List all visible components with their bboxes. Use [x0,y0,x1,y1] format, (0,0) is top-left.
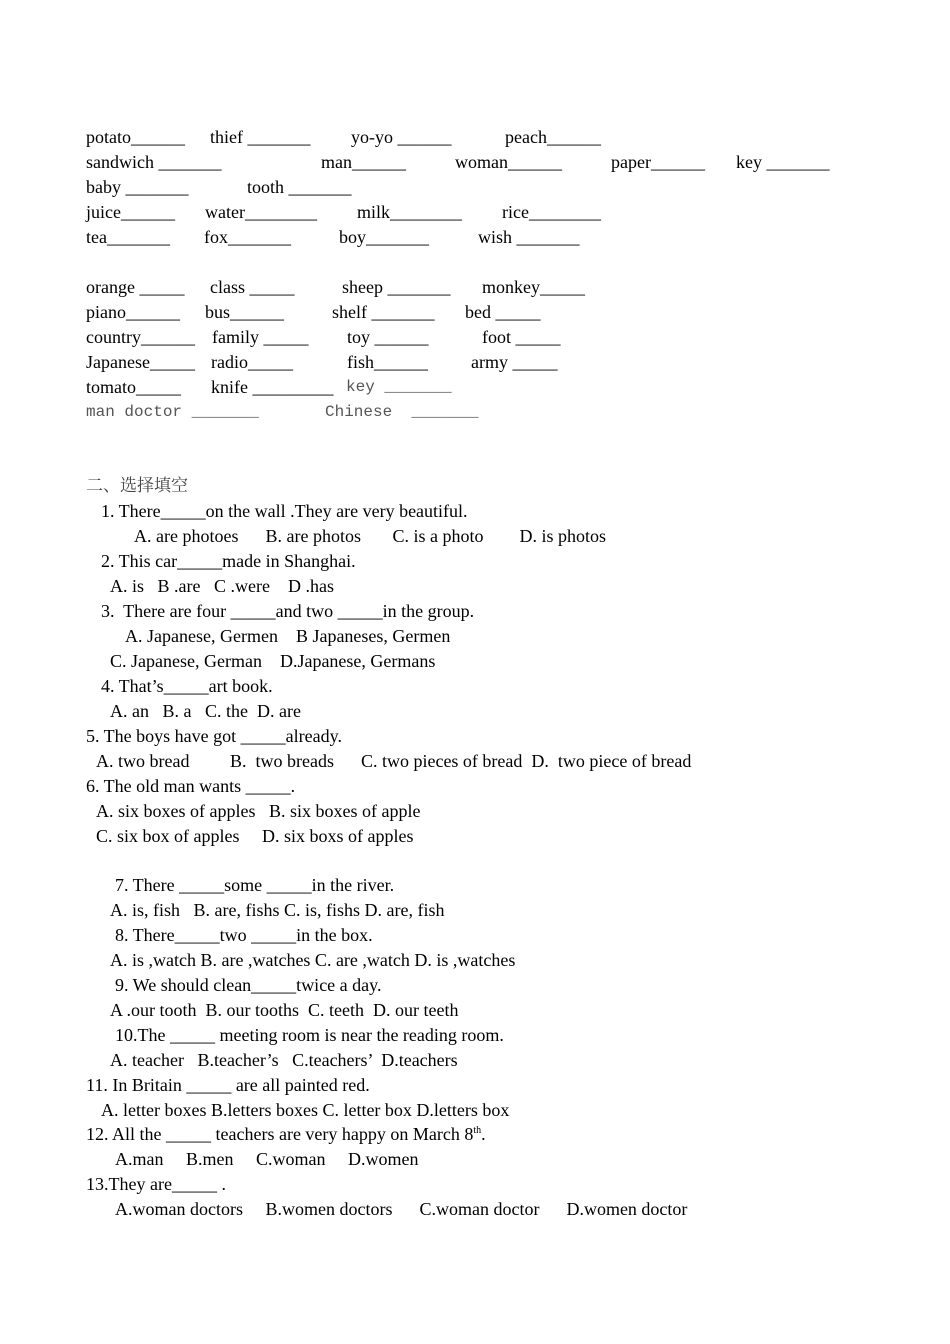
word-item: class _____ [210,277,295,297]
options-1: A. are photoes B. are photos C. is a photo D. is photos [134,526,606,546]
options-12: A.man B.men C.woman D.women [115,1149,419,1169]
word-item: monkey_____ [482,277,585,297]
question-11: 11. In Britain _____ are all painted red. [86,1075,370,1095]
question-4: 4. That’s_____art book. [101,676,273,696]
word-item: fox_______ [204,227,291,247]
word-item: fish______ [347,352,428,372]
question-13: 13.They are_____ . [86,1174,226,1194]
word-item: bed _____ [465,302,541,322]
question-7: 7. There _____some _____in the river. [115,875,395,895]
word-item: boy_______ [339,227,429,247]
question-6: 6. The old man wants _____. [86,776,296,796]
options-2: A. is B .are C .were D .has [110,576,334,596]
question-12-period: . [481,1124,486,1144]
word-item: bus______ [205,302,285,322]
question-5: 5. The boys have got _____already. [86,726,342,746]
question-2: 2. This car_____made in Shanghai. [101,551,356,571]
word-item: tea_______ [86,227,170,247]
question-12-text: 12. All the _____ teachers are very happy on March 8 [86,1124,474,1144]
options-13: A.woman doctors B.women doctors C.woman doctor D.women doctor [115,1199,688,1219]
word-item: tooth _______ [247,177,352,197]
word-item: sandwich _______ [86,152,222,172]
word-item: Japanese_____ [86,352,195,372]
word-item: country______ [86,327,195,347]
word-item: thief _______ [210,127,311,147]
word-item: baby _______ [86,177,189,197]
word-item: milk________ [357,202,463,222]
word-item: yo-yo ______ [351,127,452,147]
word-item: juice______ [86,202,175,222]
word-item: key _______ [346,378,452,396]
word-item: water________ [205,202,317,222]
word-item: sheep _______ [342,277,451,297]
word-item: rice________ [502,202,601,222]
word-item: peach______ [505,127,601,147]
options-11: A. letter boxes B.letters boxes C. letter box D.letters box [101,1100,510,1120]
options-7: A. is, fish B. are, fishs C. is, fishs D. are, fish [110,900,445,920]
options-10: A. teacher B.teacher’s C.teachers’ D.teachers [110,1050,458,1070]
options-8: A. is ,watch B. are ,watches C. are ,watch D. is ,watches [110,950,516,970]
options-3a: A. Japanese, Germen B Japaneses, Germen [125,626,451,646]
word-item: shelf _______ [332,302,435,322]
word-item: potato______ [86,127,185,147]
word-item: wish _______ [478,227,580,247]
options-9: A .our tooth B. our tooths C. teeth D. our teeth [110,1000,459,1020]
word-item: army _____ [471,352,558,372]
word-item: toy ______ [347,327,429,347]
question-12 [86,1124,486,1144]
word-item: man______ [321,152,406,172]
word-item: radio_____ [211,352,293,372]
options-6b: C. six box of apples D. six boxs of apples [96,826,414,846]
question-8: 8. There_____two _____in the box. [115,925,373,945]
word-item: family _____ [212,327,309,347]
ordinal-suffix: th [473,1125,482,1136]
word-item: tomato_____ [86,377,181,397]
question-9: 9. We should clean_____twice a day. [115,975,382,995]
options-4: A. an B. a C. the D. are [110,701,301,721]
word-item: man doctor _______ [86,403,259,421]
word-item: foot _____ [482,327,561,347]
question-10: 10.The _____ meeting room is near the reading room. [115,1025,504,1045]
section-heading: 二、选择填空 [86,476,188,496]
word-item: Chinese _______ [325,403,479,421]
options-5: A. two bread B. two breads C. two pieces of bread D. two piece of bread [96,751,692,771]
word-item: orange _____ [86,277,185,297]
question-1: 1. There_____on the wall .They are very beautiful. [101,501,468,521]
word-item: paper______ [611,152,705,172]
question-3: 3. There are four _____and two _____in the group. [101,601,475,621]
word-item: piano______ [86,302,180,322]
options-6a: A. six boxes of apples B. six boxes of apple [96,801,421,821]
word-item: woman______ [455,152,562,172]
word-item: knife _________ [211,377,334,397]
word-item: key _______ [736,152,830,172]
options-3b: C. Japanese, German D.Japanese, Germans [110,651,436,671]
